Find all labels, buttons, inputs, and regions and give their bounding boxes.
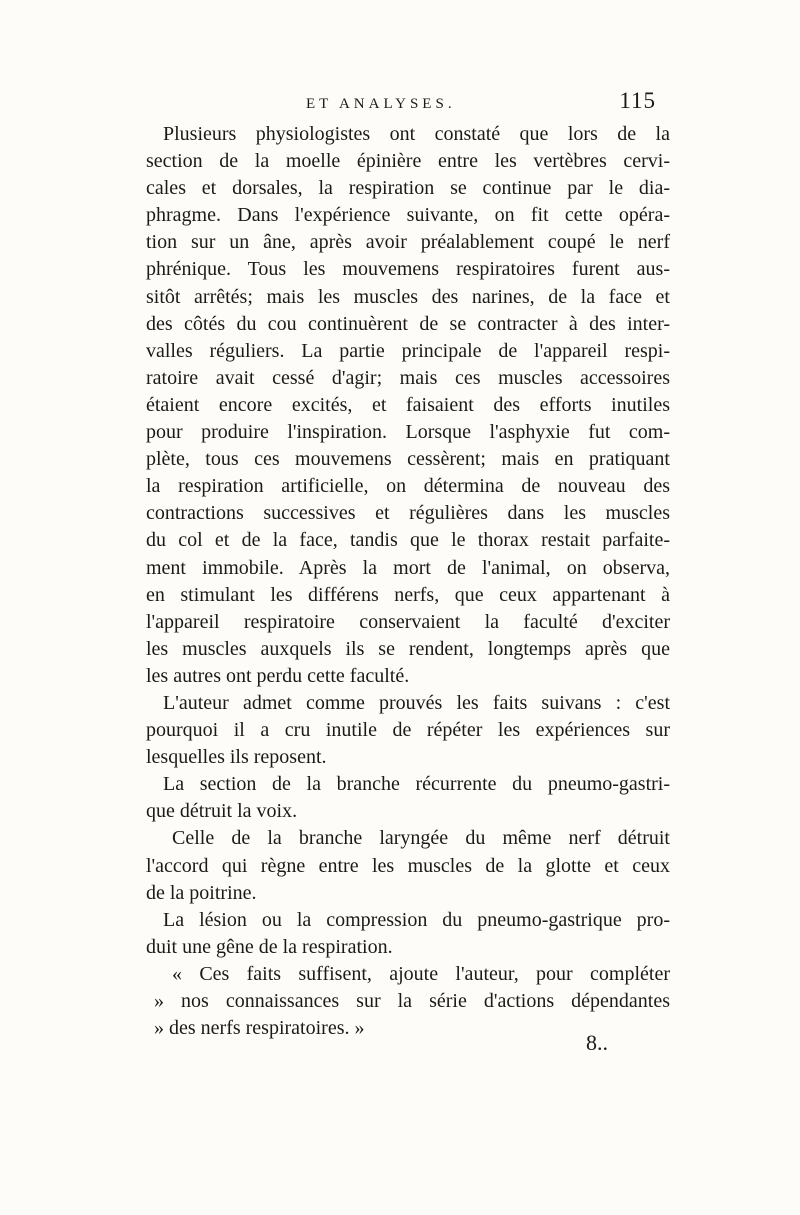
signature-mark: 8.. (586, 1030, 608, 1055)
text-line: les muscles auxquels ils se rendent, longtemps après que (146, 637, 670, 660)
text-line: Celle de la branche laryngée du même nerf détruit (172, 827, 670, 850)
text-line: ratoire avait cessé d'agir; mais ces muscles accessoires (146, 366, 670, 389)
text-line: La section de la branche récurrente du pneumo-gastri- (163, 773, 670, 796)
text-line: La lésion ou la compression du pneumo-gastrique pro- (163, 908, 670, 931)
text-line: du col et de la face, tandis que le thorax restait parfaite- (146, 529, 670, 552)
page-header (146, 88, 670, 118)
page-number: 115 (619, 88, 656, 113)
text-line: contractions successives et régulières dans les muscles (146, 502, 670, 525)
text-line: les autres ont perdu cette faculté. (146, 664, 410, 687)
text-line: sitôt arrêtés; mais les muscles des narines, de la face et (146, 285, 670, 308)
text-line: tion sur un âne, après avoir préalablement coupé le nerf (146, 231, 670, 254)
text-line: la respiration artificielle, on détermina de nouveau des (146, 475, 670, 498)
text-line: lesquelles ils reposent. (146, 746, 327, 769)
text-line: l'accord qui règne entre les muscles de la glotte et ceux (146, 854, 670, 877)
text-line: » nos connaissances sur la série d'actions dépendantes (154, 990, 670, 1012)
text-line: » des nerfs respiratoires. » (154, 1017, 365, 1040)
text-line: de la poitrine. (146, 881, 257, 904)
running-title: ET ANALYSES. (306, 96, 456, 112)
text-line: L'auteur admet comme prouvés les faits suivans : c'est (163, 691, 670, 714)
text-line: valles réguliers. La partie principale de l'appareil respi- (146, 339, 670, 362)
text-line: cales et dorsales, la respiration se continue par le dia- (146, 177, 670, 200)
text-line: étaient encore excités, et faisaient des efforts inutiles (146, 393, 670, 416)
text-line: duit une gêne de la respiration. (146, 935, 393, 958)
text-line: plète, tous ces mouvemens cessèrent; mais en pratiquant (146, 448, 670, 471)
text-line: section de la moelle épinière entre les vertèbres cervi- (146, 150, 670, 173)
text-line: phragme. Dans l'expérience suivante, on fit cette opéra- (146, 204, 670, 227)
text-line: des côtés du cou continuèrent de se contracter à des inter- (146, 312, 670, 335)
text-line: en stimulant les différens nerfs, que ceux appartenant à (146, 583, 670, 606)
text-line: pourquoi il a cru inutile de répéter les expériences sur (146, 719, 670, 742)
text-line: pour produire l'inspiration. Lorsque l'asphyxie fut com- (146, 421, 670, 444)
body-text (146, 121, 670, 1042)
text-line: Plusieurs physiologistes ont constaté que lors de la (163, 123, 670, 145)
text-line: l'appareil respiratoire conservaient la faculté d'exciter (146, 610, 670, 633)
text-line: ment immobile. Après la mort de l'animal, on observa, (146, 556, 670, 579)
text-line: « Ces faits suffisent, ajoute l'auteur, pour compléter (172, 962, 670, 985)
text-line: phrénique. Tous les mouvemens respiratoires furent aus- (146, 258, 670, 281)
text-line: que détruit la voix. (146, 800, 298, 823)
